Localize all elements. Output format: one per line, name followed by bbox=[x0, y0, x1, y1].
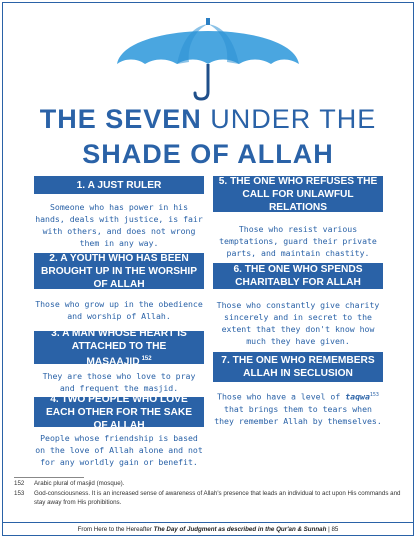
text-6: Those who constantly give charity sincerely and in secret to the extent that they don't know how much they have given. bbox=[216, 300, 380, 346]
page-footer: From Here to the Hereafter The Day of Judgment as described in the Qur'an & Sunnah | 85 bbox=[2, 522, 414, 536]
page-title-line1 bbox=[0, 104, 416, 135]
heading-6: 6. THE ONE WHO SPENDS CHARITABLY FOR ALLAH bbox=[213, 263, 383, 289]
text-5: Those who resist various temptations, guard their private parts, and maintain chastity. bbox=[219, 224, 377, 258]
heading-3 bbox=[34, 327, 204, 368]
text-1: Someone who has power in his hands, deals with justice, is fair with others, and does not wrong them in any way. bbox=[35, 202, 203, 248]
page-number: 85 bbox=[331, 526, 339, 533]
text-4: People whose friendship is based on the love of Allah alone and not for any worldly gain or benefit. bbox=[35, 433, 203, 467]
footer-prefix: From Here to the Hereafter bbox=[77, 526, 152, 533]
text-2: Those who grow up in the obedience and worship of Allah. bbox=[35, 299, 203, 321]
footnote-152: 152 Arabic plural of masjid (mosque). bbox=[14, 480, 125, 487]
footnote-ref-152: 152 bbox=[141, 355, 152, 362]
title-light: UNDER THE bbox=[210, 104, 377, 134]
text-7: Those who have a level of taqwa$^{153}$ that brings them to tears when they remember Allah by themselves. bbox=[214, 391, 382, 426]
footnote-153: 153 God-consciousness. It is an increased sense of awareness of Allah's presence that leads an individual to act upon His commands and stay away from His prohibitions. bbox=[14, 490, 401, 506]
footnote-ref-153: 153 bbox=[369, 392, 379, 398]
term-taqwa: taqwa bbox=[345, 391, 370, 402]
umbrella-icon bbox=[113, 6, 303, 102]
footnote-divider bbox=[14, 477, 84, 478]
heading-4: 4. TWO PEOPLE WHO LOVE EACH OTHER FOR THE SAKE OF ALLAH bbox=[34, 397, 204, 427]
heading-7: 7. THE ONE WHO REMEMBERS ALLAH IN SECLUSION bbox=[213, 352, 383, 382]
heading-3-text: 3. A MAN WHOSE HEART IS ATTACHED TO THE MASAAJID bbox=[51, 327, 187, 368]
heading-1: 1. A JUST RULER bbox=[34, 176, 204, 194]
footer-book-title: The Day of Judgment as described in the Qur'an & Sunnah bbox=[153, 526, 327, 533]
title-bold: THE SEVEN bbox=[39, 104, 202, 134]
page-title-line2: SHADE OF ALLAH bbox=[82, 139, 334, 169]
text-3: They are those who love to pray and frequent the masjid. bbox=[42, 371, 196, 393]
heading-5: 5. THE ONE WHO REFUSES THE CALL FOR UNLAWFUL RELATIONS bbox=[213, 176, 383, 212]
heading-2: 2. A YOUTH WHO HAS BEEN BROUGHT UP IN THE WORSHIP OF ALLAH bbox=[34, 253, 204, 289]
